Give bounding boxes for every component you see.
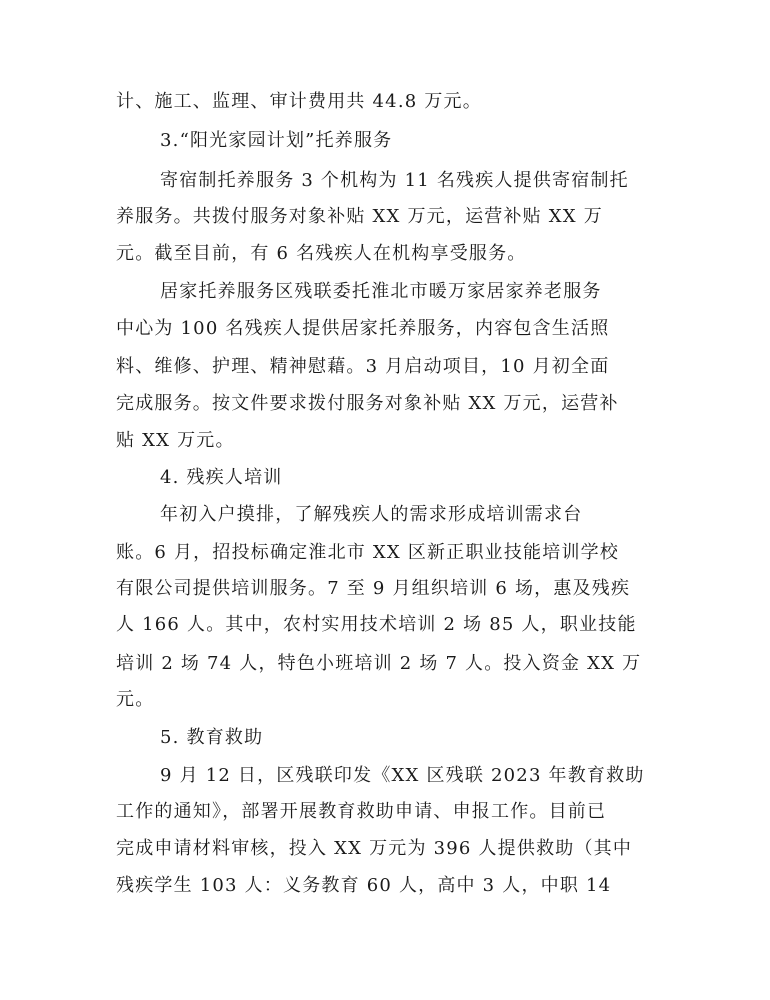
body-text-line: 人 166 人。其中，农村实用技术培训 2 场 85 人，职业技能 bbox=[116, 614, 637, 635]
body-text-line: 贴 XX 万元。 bbox=[116, 430, 235, 451]
section-heading: 5. 教育救助 bbox=[160, 727, 264, 748]
body-text-line: 残疾学生 103 人：义务教育 60 人，高中 3 人，中职 14 bbox=[116, 875, 612, 896]
body-text-line: 完成服务。按文件要求拨付服务对象补贴 XX 万元，运营补 bbox=[116, 393, 619, 414]
body-text-line: 元。截至目前，有 6 名残疾人在机构享受服务。 bbox=[116, 243, 527, 264]
body-text-line: 工作的通知》，部署开展教育救助申请、申报工作。目前已 bbox=[116, 801, 607, 822]
body-text-line: 养服务。共拨付服务对象补贴 XX 万元，运营补贴 XX 万 bbox=[116, 206, 603, 227]
paragraph-first-line: 9 月 12 日，区残联印发《XX 区残联 2023 年教育救助 bbox=[160, 765, 645, 786]
body-text-line: 完成申请材料审核，投入 XX 万元为 396 人提供救助（其中 bbox=[116, 838, 633, 859]
body-text-line: 有限公司提供培训服务。7 至 9 月组织培训 6 场，惠及残疾 bbox=[116, 578, 631, 599]
body-text-line: 培训 2 场 74 人，特色小班培训 2 场 7 人。投入资金 XX 万 bbox=[116, 653, 642, 674]
body-text-line: 账。6 月，招投标确定淮北市 XX 区新正职业技能培训学校 bbox=[116, 542, 620, 563]
paragraph-first-line: 年初入户摸排，了解残疾人的需求形成培训需求台 bbox=[160, 504, 583, 525]
body-text-line: 料、维修、护理、精神慰藉。3 月启动项目，10 月初全面 bbox=[116, 356, 610, 377]
body-text-line: 元。 bbox=[116, 689, 155, 710]
paragraph-first-line: 寄宿制托养服务 3 个机构为 11 名残疾人提供寄宿制托 bbox=[160, 170, 629, 191]
section-heading: 3.“阳光家园计划”托养服务 bbox=[160, 130, 393, 151]
section-heading: 4. 残疾人培训 bbox=[160, 467, 283, 488]
paragraph-first-line: 居家托养服务区残联委托淮北市暖万家居家养老服务 bbox=[160, 281, 602, 302]
body-text-line: 计、施工、监理、审计费用共 44.8 万元。 bbox=[116, 91, 482, 112]
body-text-line: 中心为 100 名残疾人提供居家托养服务，内容包含生活照 bbox=[116, 318, 610, 339]
